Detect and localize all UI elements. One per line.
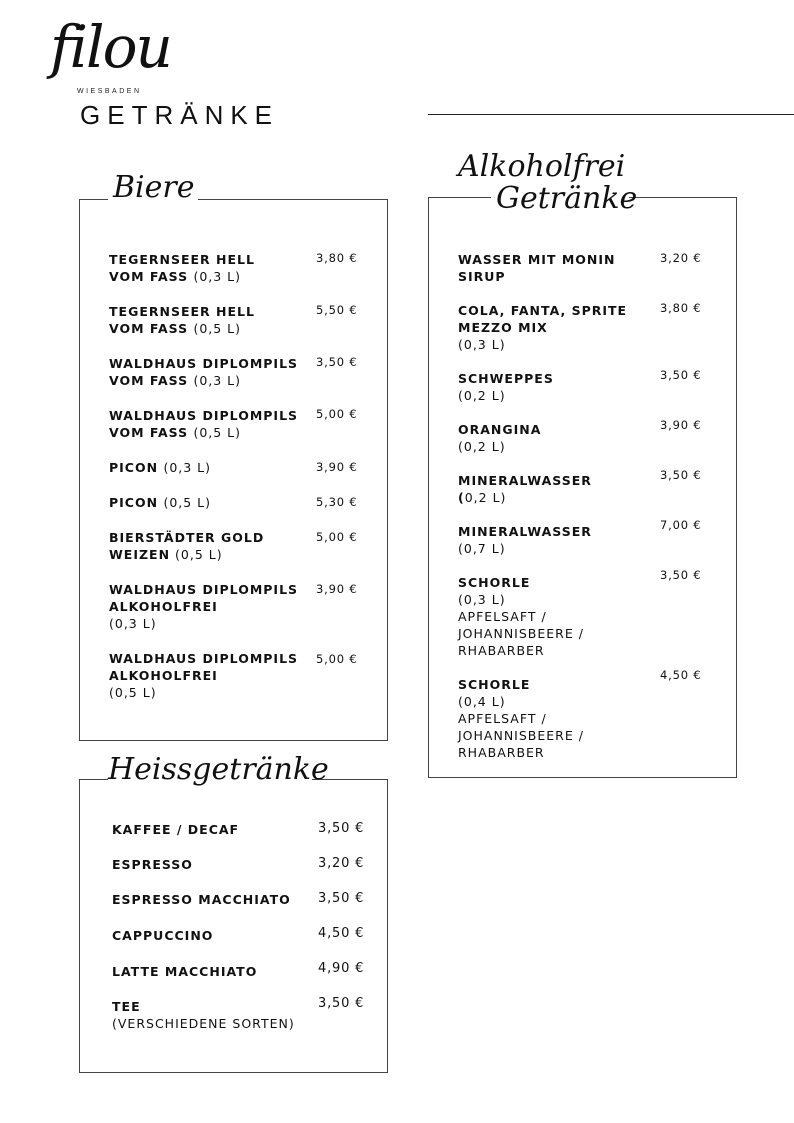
- item-note: (VERSCHIEDENE SORTEN): [112, 1016, 295, 1031]
- item-price: 3,90 €: [316, 582, 358, 596]
- item-name: SCHORLE: [458, 677, 531, 692]
- item-name: SCHWEPPES: [458, 371, 554, 386]
- alkoholfrei-title-line1: Alkoholfrei: [458, 149, 626, 184]
- menu-item: [458, 523, 592, 557]
- item-name-line2: ALKOHOLFREI: [109, 599, 218, 614]
- item-name: TEGERNSEER HELL: [109, 304, 255, 319]
- item-price: 3,80 €: [660, 301, 702, 315]
- heissgetraenke-title: Heissgetränke: [108, 752, 329, 787]
- item-price: 3,50 €: [318, 821, 365, 836]
- item-size: (0,5 L): [163, 495, 212, 510]
- item-price: 3,50 €: [660, 568, 702, 582]
- item-size: (0,3 L): [458, 337, 506, 352]
- item-name: WALDHAUS DIPLOMPILS: [109, 582, 299, 597]
- alkoholfrei-title-line2: Getränke: [496, 181, 638, 216]
- item-price: 4,50 €: [318, 926, 365, 941]
- item-name-line2: VOM FASS: [109, 269, 189, 284]
- menu-item: [458, 574, 584, 659]
- menu-item: [109, 251, 255, 285]
- heiss-border-left: [80, 779, 108, 780]
- item-price: 4,50 €: [660, 668, 702, 682]
- item-size: (0,5 L): [193, 425, 242, 440]
- item-name: COLA, FANTA, SPRITE: [458, 303, 628, 318]
- item-name-line2: VOM FASS: [109, 373, 189, 388]
- menu-item: [458, 251, 615, 285]
- item-flavor: JOHANNISBEERE /: [458, 728, 584, 743]
- menu-item: [458, 370, 554, 404]
- item-name-line2: SIRUP: [458, 269, 506, 284]
- item-name: TEGERNSEER HELL: [109, 252, 255, 267]
- item-name: BIERSTÄDTER GOLD: [109, 530, 265, 545]
- menu-item: [112, 891, 291, 908]
- item-flavor: APFELSAFT /: [458, 609, 547, 624]
- menu-item: [109, 650, 298, 701]
- item-price: 5,00 €: [316, 652, 358, 666]
- menu-item: [458, 302, 627, 353]
- item-price: 3,50 €: [660, 368, 702, 382]
- item-size: (0,2 L): [458, 388, 506, 403]
- item-price: 3,50 €: [660, 468, 702, 482]
- menu-item: [112, 927, 213, 944]
- item-name-line2: ALKOHOLFREI: [109, 668, 218, 683]
- alkoholfrei-border-left: [429, 197, 491, 198]
- item-name: KAFFEE / DECAF: [112, 822, 240, 837]
- biere-title: Biere: [113, 170, 195, 205]
- item-name: MINERALWASSER: [458, 524, 592, 539]
- menu-item: [458, 676, 584, 761]
- item-price: 3,50 €: [318, 996, 365, 1011]
- menu-item: [458, 421, 541, 455]
- item-name: MINERALWASSER: [458, 473, 592, 488]
- item-size: (0,5 L): [109, 685, 157, 700]
- menu-item: [109, 407, 298, 441]
- item-name: WALDHAUS DIPLOMPILS: [109, 651, 299, 666]
- item-price: 3,20 €: [318, 856, 365, 871]
- item-price: 3,20 €: [660, 251, 702, 265]
- page-title: GETRÄNKE: [80, 100, 280, 130]
- item-flavor: APFELSAFT /: [458, 711, 547, 726]
- item-name: WALDHAUS DIPLOMPILS: [109, 356, 299, 371]
- item-price: 5,50 €: [316, 303, 358, 317]
- item-price: 5,00 €: [316, 407, 358, 421]
- item-flavor: JOHANNISBEERE /: [458, 626, 584, 641]
- item-size: (0,3 L): [163, 460, 212, 475]
- item-size: (0,4 L): [458, 694, 506, 709]
- item-size: (0,3 L): [193, 373, 242, 388]
- item-name: PICON: [109, 460, 159, 475]
- item-size: 0,2 L): [464, 490, 507, 505]
- item-name: SCHORLE: [458, 575, 531, 590]
- item-flavor: RHABARBER: [458, 643, 545, 658]
- item-price: 3,90 €: [660, 418, 702, 432]
- item-size: (0,3 L): [458, 592, 506, 607]
- item-size: (0,2 L): [458, 439, 506, 454]
- item-size: (0,7 L): [458, 541, 506, 556]
- menu-item: [109, 581, 298, 632]
- menu-item: [458, 472, 592, 506]
- item-name: ORANGINA: [458, 422, 542, 437]
- header-divider: [428, 114, 794, 115]
- menu-item: [112, 963, 257, 980]
- item-name-line2: MEZZO MIX: [458, 320, 548, 335]
- item-name-line2: WEIZEN: [109, 547, 171, 562]
- item-price: 7,00 €: [660, 518, 702, 532]
- menu-item: [109, 459, 211, 476]
- alkoholfrei-border-right: [629, 197, 736, 198]
- logo-script: filou: [50, 13, 171, 81]
- item-price: 5,00 €: [316, 530, 358, 544]
- menu-item: [112, 821, 239, 838]
- menu-item: [109, 355, 298, 389]
- item-name: LATTE MACCHIATO: [112, 964, 258, 979]
- menu-item: [109, 303, 255, 337]
- item-name: PICON: [109, 495, 159, 510]
- menu-item: [109, 494, 211, 511]
- item-size: (0,3 L): [193, 269, 242, 284]
- item-size: (0,3 L): [109, 616, 157, 631]
- item-price: 5,30 €: [316, 495, 358, 509]
- item-name: WALDHAUS DIPLOMPILS: [109, 408, 299, 423]
- item-name: TEE: [112, 999, 141, 1014]
- item-name: CAPPUCCINO: [112, 928, 214, 943]
- menu-item: [112, 998, 295, 1032]
- item-name: ESPRESSO MACCHIATO: [112, 892, 291, 907]
- item-name-line2: VOM FASS: [109, 425, 189, 440]
- item-price: 4,90 €: [318, 961, 365, 976]
- item-size: (0,5 L): [170, 547, 223, 562]
- item-price: 3,50 €: [318, 891, 365, 906]
- item-name: WASSER MIT MONIN: [458, 252, 616, 267]
- menu-item: [112, 856, 193, 873]
- logo-subtitle: WIESBADEN: [77, 88, 142, 95]
- item-price: 3,90 €: [316, 460, 358, 474]
- item-name: ESPRESSO: [112, 857, 193, 872]
- item-name-line2: VOM FASS: [109, 321, 189, 336]
- item-size: (0,5 L): [193, 321, 242, 336]
- item-flavor: RHABARBER: [458, 745, 545, 760]
- menu-item: [109, 529, 264, 563]
- item-size-paren: (: [458, 490, 465, 505]
- biere-border-right: [198, 199, 387, 200]
- biere-border-left: [80, 199, 108, 200]
- item-price: 3,80 €: [316, 251, 358, 265]
- item-price: 3,50 €: [316, 355, 358, 369]
